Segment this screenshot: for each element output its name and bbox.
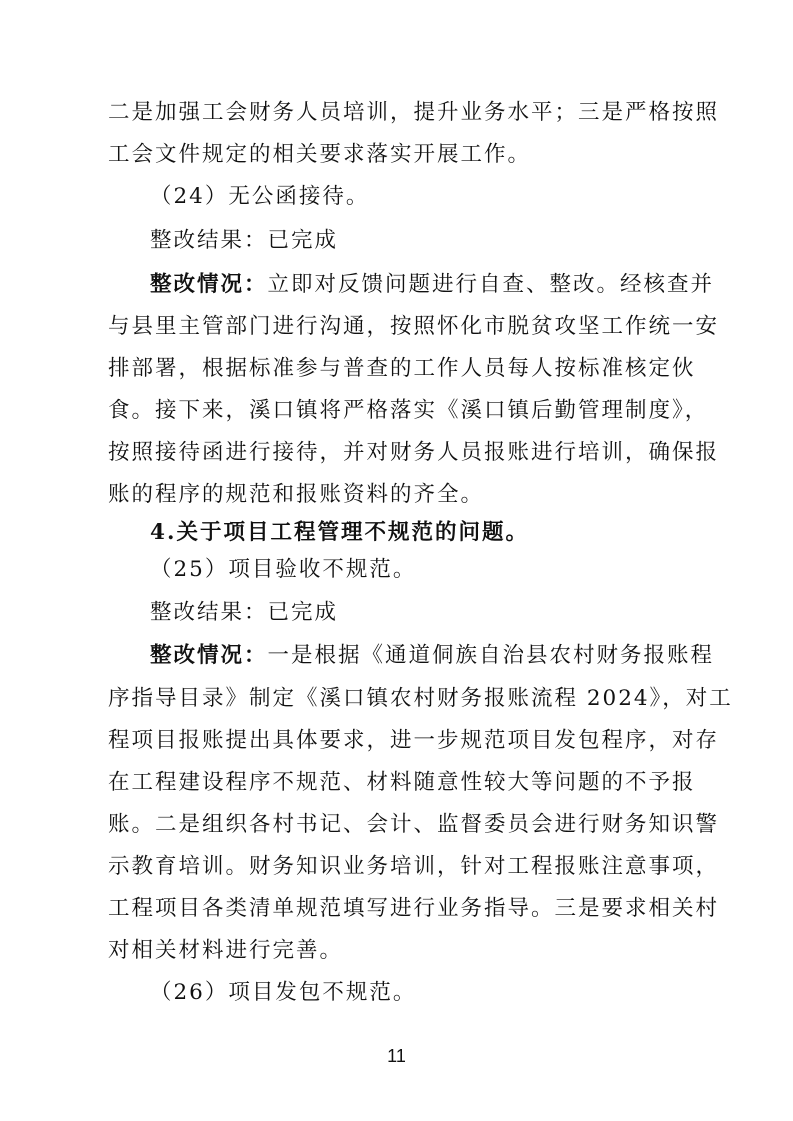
paragraph-line: 账。二是组织各村书记、会计、监督委员会进行财务知识警 [108, 812, 720, 837]
rectification-label: 整改情况： [150, 272, 268, 297]
paragraph-text: 一是根据《通道侗族自治县农村财务报账程 [267, 643, 715, 668]
paragraph-line: 序指导目录》制定《溪口镇农村财务报账流程 2024》，对工 [108, 686, 733, 711]
section-heading: （25）项目验收不规范。 [150, 557, 417, 582]
paragraph-text: 立即对反馈问题进行自查、整改。经核查并 [267, 272, 715, 297]
paragraph-line: 对相关材料进行完善。 [108, 938, 344, 963]
paragraph-line [150, 639, 714, 673]
paragraph-line: 工会文件规定的相关要求落实开展工作。 [108, 142, 532, 167]
paragraph-line: 二是加强工会财务人员培训，提升业务水平；三是严格按照 [108, 100, 720, 125]
paragraph-line: 排部署，根据标准参与普查的工作人员每人按标准核定伙 [108, 356, 696, 381]
section-title: 4.关于项目工程管理不规范的问题。 [150, 520, 529, 545]
section-heading: （24）无公函接待。 [150, 184, 370, 209]
paragraph-line: 按照接待函进行接待，并对财务人员报账进行培训，确保报 [108, 440, 720, 465]
page-number: 11 [387, 1046, 406, 1066]
status-label: 整改结果：已完成 [150, 228, 339, 253]
section-heading: （26）项目发包不规范。 [150, 980, 417, 1005]
paragraph-line: 在工程建设程序不规范、材料随意性较大等问题的不予报 [108, 770, 696, 795]
rectification-label: 整改情况： [150, 643, 268, 668]
paragraph-line: 程项目报账提出具体要求，进一步规范项目发包程序，对存 [108, 728, 720, 753]
status-label: 整改结果：已完成 [150, 600, 339, 625]
paragraph-line: 食。接下来，溪口镇将严格落实《溪口镇后勤管理制度》， [108, 398, 709, 423]
paragraph-line: 示教育培训。财务知识业务培训，针对工程报账注意事项， [108, 854, 720, 879]
paragraph-line [150, 268, 714, 302]
paragraph-line: 账的程序的规范和报账资料的齐全。 [108, 482, 485, 507]
paragraph-line: 工程项目各类清单规范填写进行业务指导。三是要求相关村 [108, 896, 720, 921]
paragraph-line: 与县里主管部门进行沟通，按照怀化市脱贫攻坚工作统一安 [108, 314, 720, 339]
